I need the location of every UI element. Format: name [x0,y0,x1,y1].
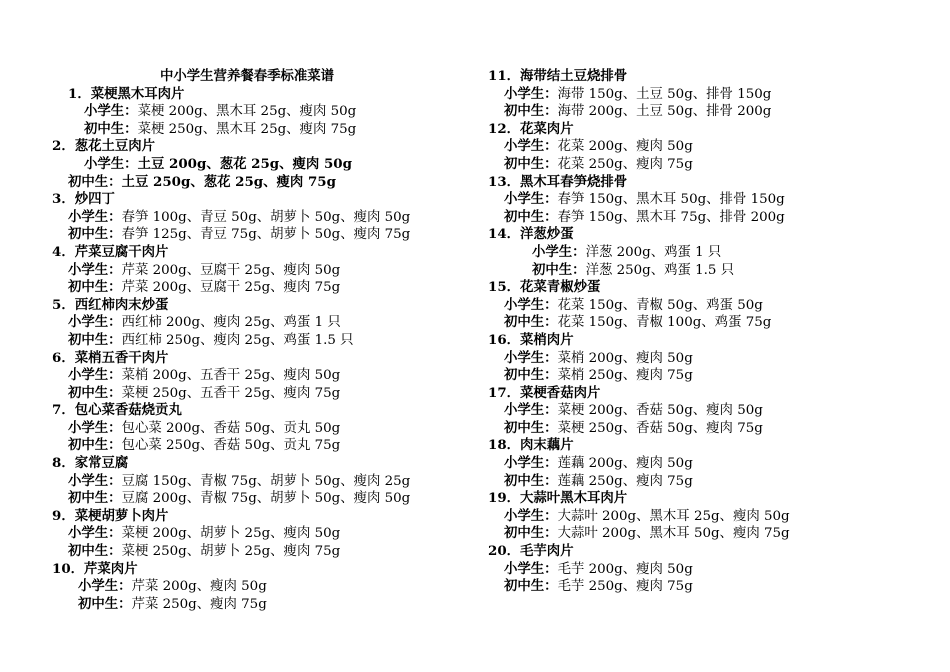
grade-label: 初中生： [84,120,138,137]
dish-heading: 18．肉末藕片 [488,437,574,454]
ingredient-amounts: 大蒜叶 200g、黑木耳 25g、瘦肉 50g [557,508,790,524]
ingredient-amounts: 土豆 250g、葱花 25g、瘦肉 75g [121,173,336,190]
grade-label: 初中生： [68,279,122,296]
serving-row [488,138,908,156]
ingredient-amounts: 莲藕 200g、瘦肉 50g [557,456,693,472]
grade-label: 小学生： [504,138,558,155]
right-column [488,68,908,596]
dish-heading: 9．菜梗胡萝卜肉片 [52,507,169,524]
ingredient-amounts: 大蒜叶 200g、黑木耳 50g、瘦肉 75g [557,526,790,542]
ingredient-amounts: 芹菜 200g、豆腐干 25g、瘦肉 50g [121,262,341,278]
ingredient-amounts: 菜梢 200g、五香干 25g、瘦肉 50g [121,368,341,384]
dish-heading: 15．花菜青椒炒蛋 [488,279,601,296]
ingredient-amounts: 菜梗 200g、胡萝卜 25g、瘦肉 50g [121,526,341,542]
serving-row [488,314,908,332]
ingredient-amounts: 土豆 200g、葱花 25g、瘦肉 50g [137,155,352,172]
ingredient-amounts: 包心菜 250g、香菇 50g、贡丸 75g [121,438,341,454]
serving-row [488,297,908,315]
ingredient-amounts: 菜梗 250g、胡萝卜 25g、瘦肉 75g [121,544,341,560]
serving-row [52,490,472,508]
grade-label: 小学生： [68,261,122,278]
grade-label: 初中生： [68,331,122,348]
serving-row [52,420,472,438]
serving-row [52,209,472,227]
grade-label: 小学生： [504,455,558,472]
dish-heading: 14．洋葱炒蛋 [488,226,574,243]
ingredient-amounts: 豆腐 200g、青椒 75g、胡萝卜 50g、瘦肉 50g [121,491,411,507]
ingredient-amounts: 芹菜 200g、瘦肉 50g [131,579,267,595]
serving-row [488,209,908,227]
ingredient-amounts: 包心菜 200g、香菇 50g、贡丸 50g [121,420,341,436]
grade-label: 初中生： [504,208,558,225]
serving-row [52,367,472,385]
grade-label: 小学生： [504,560,558,577]
ingredient-amounts: 菜梗 200g、黑木耳 25g、瘦肉 50g [137,104,357,120]
dish-heading: 11．海带结土豆烧排骨 [488,68,628,84]
dish-heading: 1．菜梗黑木耳肉片 [68,85,185,102]
dish-heading: 4．芹菜豆腐干肉片 [52,243,169,260]
page-title: 中小学生营养餐春季标准菜谱 [160,68,335,84]
ingredient-amounts: 海带 200g、土豆 50g、排骨 200g [557,104,772,120]
dish-heading: 5．西红柿肉末炒蛋 [52,296,169,313]
grade-label: 初中生： [504,472,558,489]
ingredient-amounts: 芹菜 250g、瘦肉 75g [131,596,267,612]
serving-row [52,543,472,561]
dish-heading: 20．毛芋肉片 [488,543,574,560]
serving-row [488,244,908,262]
serving-row [488,578,908,596]
ingredient-amounts: 海带 150g、土豆 50g、排骨 150g [557,86,772,102]
dish-heading: 3．炒四丁 [52,191,115,208]
serving-row [52,103,472,121]
dish-heading: 13．黑木耳春笋烧排骨 [488,173,628,190]
ingredient-amounts: 菜梢 250g、瘦肉 75g [557,368,693,384]
serving-row [52,262,472,280]
serving-row [52,437,472,455]
serving-row [488,350,908,368]
right-menu-list [488,68,908,596]
grade-label: 小学生： [68,419,122,436]
grade-label: 小学生： [68,525,122,542]
serving-row [52,332,472,350]
grade-label: 初中生： [68,437,122,454]
grade-label: 小学生： [504,402,558,419]
serving-row [52,596,472,614]
serving-row [52,226,472,244]
serving-row [488,402,908,420]
serving-row [488,367,908,385]
grade-label: 初中生： [504,419,558,436]
grade-label: 初中生： [504,155,558,172]
grade-label: 初中生： [504,103,558,120]
grade-label: 初中生： [68,226,122,243]
grade-label: 初中生： [504,578,558,595]
ingredient-amounts: 毛芋 200g、瘦肉 50g [557,561,693,577]
ingredient-amounts: 毛芋 250g、瘦肉 75g [557,579,693,595]
grade-label: 初中生： [504,314,558,331]
serving-row [488,455,908,473]
ingredient-amounts: 西红柿 200g、瘦肉 25g、鸡蛋 1 只 [121,315,341,331]
serving-row [52,156,472,174]
serving-row [488,473,908,491]
serving-row [488,156,908,174]
grade-label: 小学生： [532,243,586,260]
grade-label: 小学生： [78,578,132,595]
dish-heading: 12．花菜肉片 [488,120,574,137]
grade-label: 初中生： [78,595,132,612]
grade-label: 小学生： [68,472,122,489]
grade-label: 小学生： [68,367,122,384]
serving-row [488,86,908,104]
ingredient-amounts: 春笋 125g、青豆 75g、胡萝卜 50g、瘦肉 75g [121,227,411,243]
serving-row [488,420,908,438]
ingredient-amounts: 菜梗 200g、香菇 50g、瘦肉 50g [557,403,763,419]
ingredient-amounts: 洋葱 250g、鸡蛋 1.5 只 [585,262,735,278]
dish-heading: 17．菜梗香菇肉片 [488,384,601,401]
grade-label: 初中生： [504,367,558,384]
grade-label: 初中生： [68,543,122,560]
grade-label: 初中生： [504,525,558,542]
serving-row [52,473,472,491]
grade-label: 小学生： [504,507,558,524]
ingredient-amounts: 西红柿 250g、瘦肉 25g、鸡蛋 1.5 只 [121,332,354,348]
dish-heading: 16．菜梢肉片 [488,331,574,348]
dish-heading: 6．菜梢五香干肉片 [52,349,169,366]
grade-label: 小学生： [504,296,558,313]
ingredient-amounts: 春笋 150g、黑木耳 50g、排骨 150g [557,192,785,208]
ingredient-amounts: 菜梗 250g、五香干 25g、瘦肉 75g [121,385,341,401]
dish-heading: 2．葱花土豆肉片 [52,138,156,155]
ingredient-amounts: 豆腐 150g、青椒 75g、胡萝卜 50g、瘦肉 25g [121,473,411,489]
serving-row [52,174,472,192]
dish-heading: 8．家常豆腐 [52,455,129,472]
serving-row [52,121,472,139]
ingredient-amounts: 花菜 250g、瘦肉 75g [557,156,693,172]
grade-label: 小学生： [68,314,122,331]
ingredient-amounts: 芹菜 200g、豆腐干 25g、瘦肉 75g [121,280,341,296]
grade-label: 小学生： [504,85,558,102]
ingredient-amounts: 花菜 200g、瘦肉 50g [557,139,693,155]
grade-label: 小学生： [504,349,558,366]
serving-row [52,578,472,596]
dish-heading: 7．包心菜香菇烧贡丸 [52,402,182,419]
ingredient-amounts: 春笋 100g、青豆 50g、胡萝卜 50g、瘦肉 50g [121,209,411,225]
serving-row [52,525,472,543]
ingredient-amounts: 春笋 150g、黑木耳 75g、排骨 200g [557,209,785,225]
grade-label: 初中生： [68,173,122,190]
ingredient-amounts: 花菜 150g、青椒 50g、鸡蛋 50g [557,297,763,313]
ingredient-amounts: 菜梢 200g、瘦肉 50g [557,350,693,366]
dish-heading: 10．芹菜肉片 [52,560,138,577]
grade-label: 小学生： [68,208,122,225]
serving-row [52,314,472,332]
serving-row [52,279,472,297]
serving-row [488,103,908,121]
grade-label: 初中生： [68,384,122,401]
serving-row [488,508,908,526]
serving-row [52,385,472,403]
serving-row [488,561,908,579]
grade-label: 小学生： [504,191,558,208]
serving-row [488,525,908,543]
ingredient-amounts: 洋葱 200g、鸡蛋 1 只 [585,244,722,260]
grade-label: 初中生： [532,261,586,278]
ingredient-amounts: 花菜 150g、青椒 100g、鸡蛋 75g [557,315,772,331]
ingredient-amounts: 莲藕 250g、瘦肉 75g [557,473,693,489]
ingredient-amounts: 菜梗 250g、黑木耳 25g、瘦肉 75g [137,121,357,137]
left-menu-list [52,86,472,614]
serving-row [488,191,908,209]
grade-label: 小学生： [84,155,138,172]
dish-heading: 19．大蒜叶黑木耳肉片 [488,490,628,507]
grade-label: 初中生： [68,490,122,507]
left-column [52,68,472,613]
ingredient-amounts: 菜梗 250g、香菇 50g、瘦肉 75g [557,420,763,436]
serving-row [488,262,908,280]
grade-label: 小学生： [84,103,138,120]
